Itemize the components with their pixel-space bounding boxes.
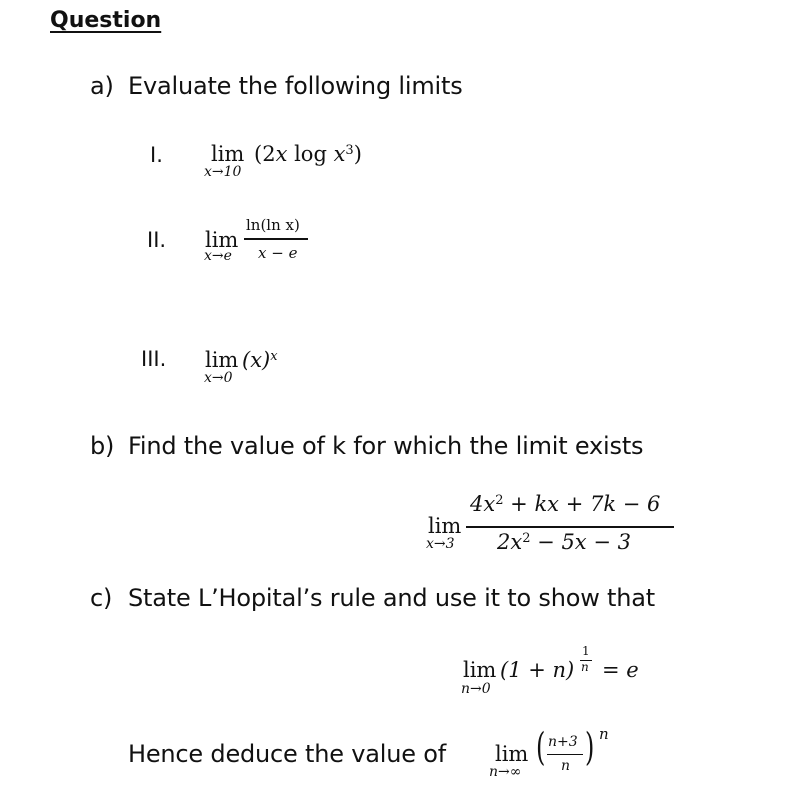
exponent-numerator: 1: [582, 644, 590, 658]
part-c-marker: c): [90, 584, 113, 612]
limit-approach: n→0: [461, 681, 491, 697]
item-numeral-ii: II.: [147, 228, 167, 252]
item-numeral-i: I.: [150, 143, 163, 167]
limit-approach: x→10: [204, 164, 242, 180]
outer-exponent: n: [599, 725, 609, 743]
fraction-bar: [547, 754, 583, 755]
fraction-numerator: $4x^2$ + kx + 7k − 6: [470, 492, 661, 516]
right-paren: ): [585, 724, 595, 770]
limit-operator: lim: [205, 228, 239, 252]
limit-operator: lim: [495, 742, 529, 766]
limit-approach: x→e: [204, 248, 232, 264]
fraction-bar: [466, 526, 674, 528]
exponent-denominator: n: [581, 660, 589, 674]
limit-operator: lim: [211, 142, 245, 166]
limit-expression-i: (2x $\log x^3$): [254, 142, 362, 166]
part-b-prompt: Find the value of k for which the limit exists: [128, 432, 644, 460]
part-a-prompt: Evaluate the following limits: [128, 72, 463, 100]
limit-approach: x→3: [426, 536, 455, 552]
limit-base: (1 + n): [500, 658, 575, 682]
fraction-numerator: ln(ln x): [246, 216, 300, 234]
part-b-marker: b): [90, 432, 115, 460]
limit-operator: lim: [428, 514, 462, 538]
part-a-marker: a): [90, 72, 114, 100]
fraction-denominator: $2x^2 - 5x - 3$: [497, 530, 631, 554]
question-heading: Question: [50, 8, 162, 33]
fraction-numerator: n+3: [548, 734, 578, 750]
limit-operator: lim: [463, 658, 497, 682]
fraction-denominator: x − e: [258, 244, 298, 262]
limit-expression-iii: $(x)^x$: [242, 348, 278, 372]
part-c-prompt: State L’Hopital’s rule and use it to show that: [128, 584, 655, 612]
item-numeral-iii: III.: [141, 347, 167, 371]
limit-rhs: = e: [602, 658, 639, 682]
fraction-bar: [244, 238, 308, 240]
left-paren: (: [536, 724, 546, 770]
limit-operator: lim: [205, 348, 239, 372]
hence-text: Hence deduce the value of: [128, 740, 446, 768]
fraction-denominator: n: [561, 758, 571, 774]
limit-approach: n→∞: [489, 764, 522, 780]
limit-approach: x→0: [204, 370, 233, 386]
